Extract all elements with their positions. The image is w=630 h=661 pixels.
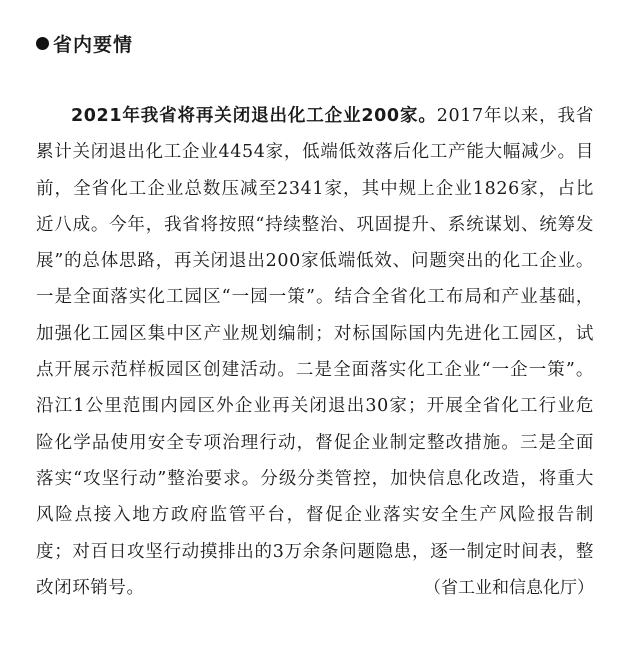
news-article [36,98,594,606]
article-source: （省工业和信息化厅） [424,577,594,598]
article-body: 2017年以来，我省累计关闭退出化工企业4454家，低端低效落后化工产能大幅减少。目前，全省化工企业总数压减至2341家，其中规上企业1826家，占比近八成。今年，我省将按照“持续整治、巩固提升、系统谋划、统筹发展”的总体思路，再关闭退出200家低端低效、问题突出的化工企业。一是全面落实化工园区“一园一策”。结合全省化工布局和产业基础，加强化工园区集中区产业规划编制；对标国际国内先进化工园区，试点开展示范样板园区创建活动。二是全面落实化工企业“一企一策”。沿江1公里范围内园区外企业再关闭退出30家；开展全省化工行业危险化学品使用安全专项治理行动，督促企业制定整改措施。三是全面落实“攻坚行动”整治要求。分级分类管控，加快信息化改造，将重大风险点接入地方政府监管平台，督促企业落实安全生产风险报告制度；对百日攻坚行动摸排出的3万余条问题隐患，逐一制定时间表，整改闭环销号。 [36,106,594,598]
article-paragraph [36,98,594,606]
bullet-icon [36,37,49,50]
section-header [36,30,133,56]
section-title: 省内要情 [53,33,134,56]
article-headline: 2021年我省将再关闭退出化工企业200家。 [71,106,437,126]
